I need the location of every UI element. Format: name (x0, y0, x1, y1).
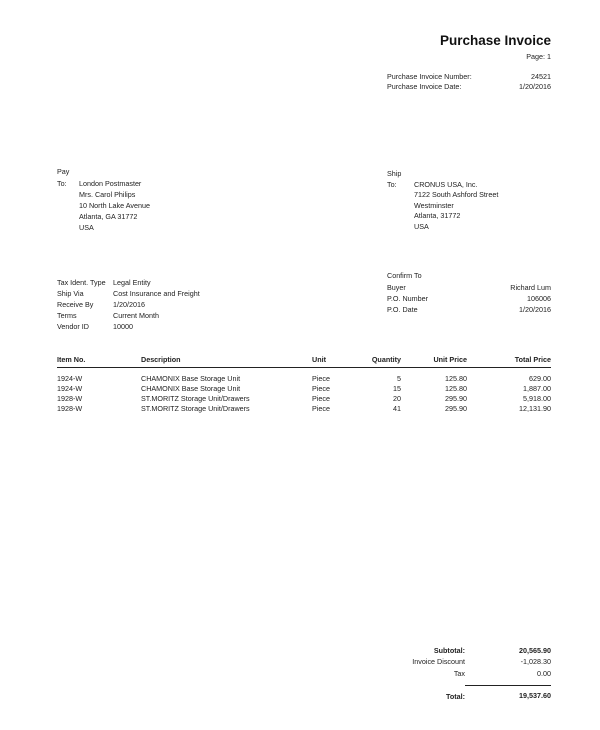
cell-item: 1928-W (57, 394, 83, 403)
invoice-discount-label: Invoice Discount (412, 657, 465, 666)
terms-value: Legal Entity (113, 278, 151, 287)
cell-total-price: 5,918.00 (523, 394, 551, 403)
tax-label: Tax (453, 669, 465, 678)
total-label: Total: (445, 692, 465, 701)
cell-quantity: 20 (393, 394, 401, 403)
table-header-row (0, 356, 600, 366)
cell-unit-price: 125.80 (445, 374, 467, 383)
ship-to-label: To: (387, 180, 397, 189)
ship-to-line: CRONUS USA, Inc. (414, 180, 478, 189)
terms-value: Current Month (113, 311, 159, 320)
terms-label: Receive By (57, 300, 94, 309)
terms-label: Ship Via (57, 289, 84, 298)
cell-total-price: 629.00 (529, 374, 551, 383)
confirm-label: P.O. Number (387, 294, 429, 303)
col-header-unit-price: Unit Price (433, 355, 467, 364)
subtotal-label: Subtotal: (433, 646, 465, 655)
cell-unit: Piece (312, 394, 330, 403)
pay-to-line: Atlanta, GA 31772 (79, 212, 138, 221)
cell-unit: Piece (312, 384, 330, 393)
subtotal-value: 20,565.90 (519, 646, 551, 655)
pay-label: Pay (57, 167, 70, 176)
cell-item: 1924-W (57, 384, 83, 393)
terms-label: Terms (57, 311, 77, 320)
page-number: Page: 1 (526, 52, 551, 61)
confirm-value: Richard Lum (510, 283, 551, 292)
terms-value: 10000 (113, 322, 133, 331)
invoice-date-value: 1/20/2016 (519, 82, 551, 91)
cell-description: ST.MORITZ Storage Unit/Drawers (141, 404, 250, 413)
ship-label: Ship (387, 169, 402, 178)
pay-to-line: Mrs. Carol Philips (79, 190, 136, 199)
confirm-label: P.O. Date (387, 305, 418, 314)
cell-item: 1928-W (57, 404, 83, 413)
pay-to-line: USA (79, 223, 94, 232)
ship-to-line: 7122 South Ashford Street (414, 190, 499, 199)
invoice-discount-value: -1,028.30 (520, 657, 551, 666)
col-header-quantity: Quantity (371, 355, 401, 364)
tax-value: 0.00 (537, 669, 551, 678)
pay-to-line: London Postmaster (79, 179, 142, 188)
cell-unit: Piece (312, 404, 330, 413)
cell-unit-price: 295.90 (445, 404, 467, 413)
cell-unit-price: 125.80 (445, 384, 467, 393)
terms-value: 1/20/2016 (113, 300, 145, 309)
cell-quantity: 15 (393, 384, 401, 393)
cell-quantity: 41 (393, 404, 401, 413)
table-row (0, 395, 600, 405)
total-rule (465, 685, 551, 686)
invoice-date-label: Purchase Invoice Date: (387, 82, 462, 91)
table-header-rule (57, 367, 551, 368)
cell-description: CHAMONIX Base Storage Unit (141, 384, 241, 393)
confirm-value: 106006 (527, 294, 551, 303)
pay-to-label: To: (57, 179, 67, 188)
page-title: Purchase Invoice (440, 33, 552, 48)
total-value: 19,537.60 (519, 691, 551, 700)
cell-unit: Piece (312, 374, 330, 383)
table-row (0, 405, 600, 415)
pay-to-line: 10 North Lake Avenue (79, 201, 150, 210)
invoice-number-value: 24521 (531, 72, 551, 81)
cell-quantity: 5 (397, 374, 401, 383)
terms-label: Vendor ID (57, 322, 89, 331)
col-header-total-price: Total Price (514, 355, 551, 364)
terms-value: Cost Insurance and Freight (113, 289, 200, 298)
col-header-description: Description (141, 355, 181, 364)
table-row (0, 375, 600, 385)
terms-label: Tax Ident. Type (57, 278, 106, 287)
cell-total-price: 1,887.00 (523, 384, 551, 393)
cell-description: CHAMONIX Base Storage Unit (141, 374, 241, 383)
col-header-item: Item No. (57, 355, 86, 364)
ship-to-line: Westminster (414, 201, 454, 210)
cell-item: 1924-W (57, 374, 83, 383)
ship-to-line: Atlanta, 31772 (414, 211, 461, 220)
invoice-number-label: Purchase Invoice Number: (387, 72, 472, 81)
cell-unit-price: 295.90 (445, 394, 467, 403)
confirm-title: Confirm To (387, 271, 422, 280)
ship-to-line: USA (414, 222, 429, 231)
cell-description: ST.MORITZ Storage Unit/Drawers (141, 394, 250, 403)
confirm-label: Buyer (387, 283, 406, 292)
confirm-value: 1/20/2016 (519, 305, 551, 314)
cell-total-price: 12,131.90 (519, 404, 551, 413)
table-row (0, 385, 600, 395)
col-header-unit: Unit (312, 355, 326, 364)
